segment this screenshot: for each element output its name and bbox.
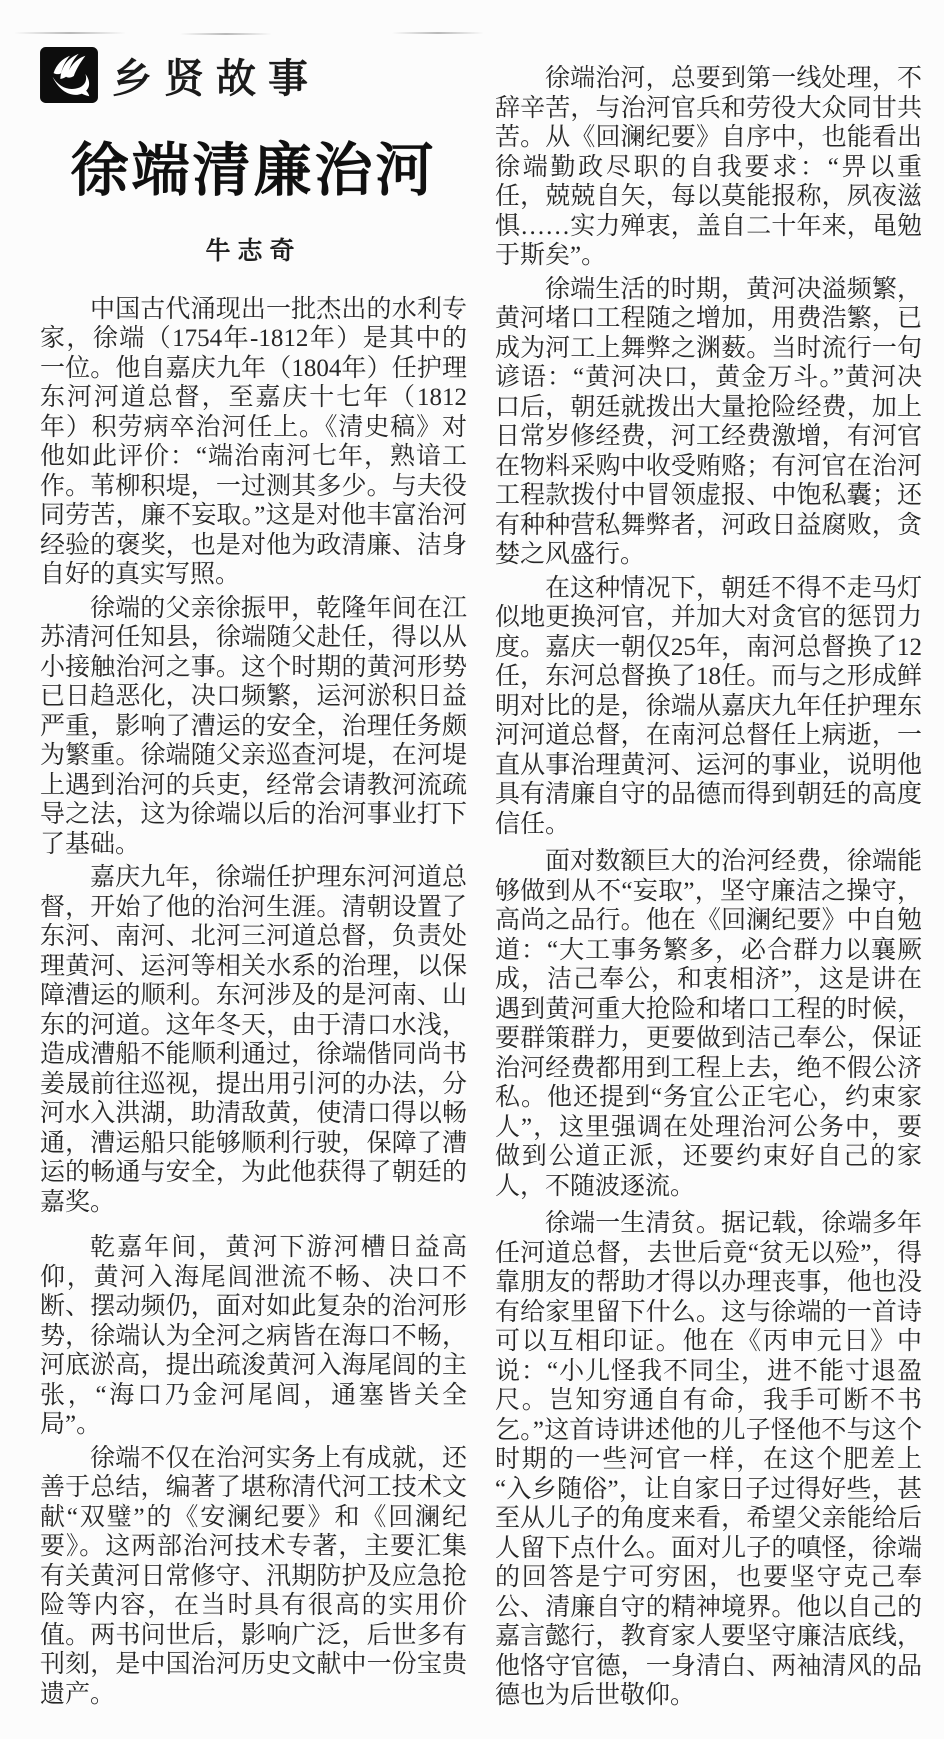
article-title: 徐端清廉治河 — [70, 138, 437, 203]
section-badge — [40, 46, 467, 104]
paragraph: 徐端不仅在治河实务上有成就，还善于总结，编著了堪称清代河工技术文献“双璧”的《安澜纪要》和《回澜纪要》。这两部治河技术专著，主要汇集有关黄河日常修守、汛期防护及应急抢险等内容，在当时具有很高的实用价值。两书问世后，影响广泛，后世多有刊刻，是中国治河历史文献中一份宝贵遗产。 — [40, 1444, 467, 1708]
paragraph: 嘉庆九年，徐端任护理东河河道总督，开始了他的治河生涯。清朝设置了东河、南河、北河三河道总督，负责处理黄河、运河等相关水系的治理，以保障漕运的顺利。东河涉及的是河南、山东的河道。这年冬天，由于清口水浅，造成漕船不能顺利通过，徐端偕同尚书姜晟前往巡视，提出用引河的办法，分河水入洪湖，助清敌黄，使清口得以畅通，漕运船只能够顺利行驶，保障了漕运的畅通与安全，为此他获得了朝廷的嘉奖。 — [40, 864, 467, 1216]
section-badge-label: 乡贤故事 — [112, 55, 320, 101]
paragraph: 徐端生活的时期，黄河决溢频繁，黄河堵口工程随之增加，用费浩繁，已成为河工上舞弊之渊薮。当时流行一句谚语：“黄河决口，黄金万斗。”黄河决口后，朝廷就拨出大量抢险经费，加上日常岁修经费，河工经费激增，有河官在物料采购中收受贿赂；有河官在治河工程款拨付中冒领虚报、中饱私囊；还有种种营私舞弊者，河政日益腐败，贪婪之风盛行。 — [495, 275, 922, 568]
scan-artifact-line — [180, 33, 272, 35]
paragraph: 徐端一生清贫。据记载，徐端多年任河道总督，去世后竟“贫无以殓”，得靠朋友的帮助才得以办理丧事，他也没有给家里留下什么。这与徐端的一首诗可以互相印证。他在《丙申元日》中说：“小儿怪我不同尘，进不能寸退盈尺。岂知穷通自有命，我手可断不书乞。”这首诗讲述他的儿子怪他不与这个时期的一些河官一样，在这个肥差上“入乡随俗”，让自家日子过得好些，甚至从儿子的角度来看，希望父亲能给后人留下点什么。面对儿子的嗔怪，徐端的回答是宁可穷困，也要坚守克己奉公、清廉自守的精神境界。他以自己的嘉言懿行，教育家人要坚守廉洁底线，他恪守官德，一身清白、两袖清风的品德也为后世敬仰。 — [495, 1210, 922, 1709]
left-column — [40, 46, 467, 1715]
scan-artifact-line — [14, 32, 126, 34]
swan-logo-icon — [40, 47, 98, 103]
paragraph: 乾嘉年间，黄河下游河槽日益高仰，黄河入海尾闾泄流不畅、决口不断、摆动频仍，面对如此复杂的治河形势，徐端认为全河之病皆在海口不畅，河底淤高，提出疏浚黄河入海尾闾的主张，“海口乃金河尾闾，通塞皆关全局”。 — [40, 1234, 467, 1439]
left-column-body — [40, 295, 467, 1710]
author-name: 牛志奇 — [205, 237, 302, 265]
paragraph: 在这种情况下，朝廷不得不走马灯似地更换河官，并加大对贪官的惩罚力度。嘉庆一朝仅25年，南河总督换了12任，东河总督换了18任。而与之形成鲜明对比的是，徐端从嘉庆九年任护理东河河道总督，在南河总督任上病逝，一直从事治理黄河、运河的事业，说明他具有清廉自守的品德而得到朝廷的高度信任。 — [495, 574, 922, 838]
paragraph: 徐端治河，总要到第一线处理，不辞辛苦，与治河官兵和劳役大众同甘共苦。从《回澜纪要》自序中，也能看出徐端勤政尽职的自我要求：“畀以重任，兢兢自矢，每以莫能报称，夙夜滋惧……实力殚衷，盖自二十年来，黾勉于斯矣”。 — [495, 65, 922, 269]
right-column — [495, 46, 922, 1715]
scan-artifact-line — [392, 32, 484, 34]
paragraph: 徐端的父亲徐振甲，乾隆年间在江苏清河任知县，徐端随父赴任，得以从小接触治河之事。这个时期的黄河形势已日趋恶化，决口频繁，运河淤积日益严重，影响了漕运的安全，治理任务颇为繁重。徐端随父亲巡查河堤，在河堤上遇到治河的兵吏，经常会请教河流疏导之法，这为徐端以后的治河事业打下了基础。 — [40, 594, 467, 858]
paragraph: 中国古代涌现出一批杰出的水利专家，徐端（1754年-1812年）是其中的一位。他自嘉庆九年（1804年）任护理东河河道总督，至嘉庆十七年（1812年）积劳病卒治河任上。《清史稿》对他如此评价：“端治南河七年，熟谙工作。苇柳积堤，一过测其多少。与夫役同劳苦，廉不妄取。”这是对他丰富治河经验的褒奖，也是对他为政清廉、洁身自好的真实写照。 — [40, 295, 467, 589]
paragraph: 面对数额巨大的治河经费，徐端能够做到从不“妄取”，坚守廉洁之操守，高尚之品行。他在《回澜纪要》中自勉道：“大工事务繁多，必合群力以襄厥成，洁己奉公，和衷相济”，这是讲在遇到黄河重大抢险和堵口工程的时候，要群策群力，更要做到洁己奉公，保证治河经费都用到工程上去，绝不假公济私。他还提到“务宜公正宅心，约束家人”，这里强调在处理治河公务中，要做到公道正派，还要约束好自己的家人，不随波逐流。 — [495, 848, 922, 1200]
